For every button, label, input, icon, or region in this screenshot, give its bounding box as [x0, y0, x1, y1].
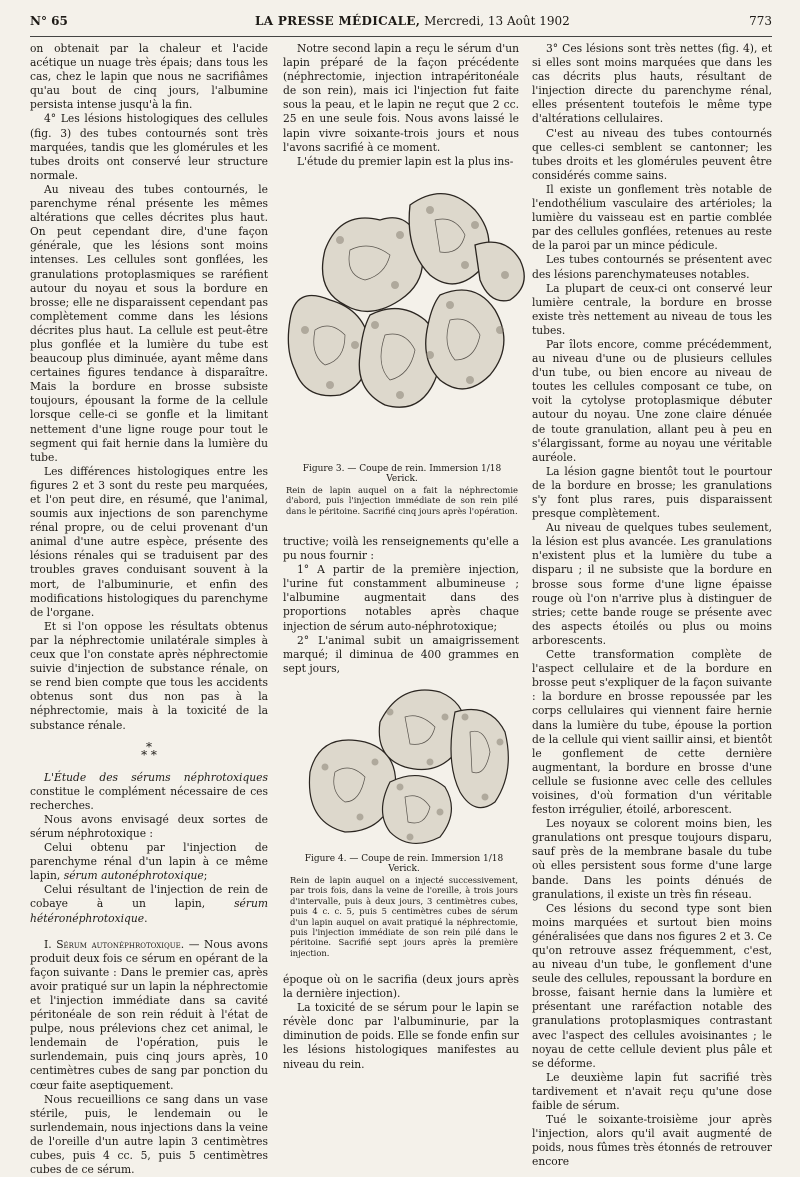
paragraph: Le deuxième lapin fut sacrifié très tardivement et n'avait reçu qu'une dose faible de sérum. [532, 1070, 772, 1113]
section-separator: * * * [141, 739, 157, 762]
paragraph [30, 841, 268, 883]
paragraph: Au niveau de quelques tubes seulement, la lésion est plus avancée. Les granulations n'existent plus et la lumière du tube a disparu ; il ne subsiste que la bordure en brosse sous forme d'une ligne épaisse rouge où l'on n'arrive plus à distinguer de stries; cette bande rouge se présente avec des aspects étoilés ou plus ou moins arborescents. [532, 521, 772, 647]
figure-4-caption-text: Rein de lapin auquel on a injecté successivement, par trois fois, dans la veine de l'oreille, à trois jours d'intervalle, puis à deux jours, 3 centimètres cubes, puis 4 c. c. 5, puis 5 centimètres cubes de sérum d'un lapin auquel on avait pratiqué la néphrectomie, puis l'injection immédiate de son rein pilé dans le péritoine. Sacrifié sept jours après la première injection. [290, 875, 518, 958]
figure-3-caption [286, 464, 518, 516]
paragraph [30, 771, 268, 813]
paragraph: Cette transformation complète de l'aspect cellulaire et de la bordure en brosse peut s'expliquer de la façon suivante : la bordure en brosse repoussée par les corps cellulaires qui viennent faire hernie dans la lumière du tube, épouse la portion de la cellule qui vient saillir ainsi, et bientôt le gonflement de cette dernière augmentant, la bordure en brosse d'une cellule se fusionne avec celle des cellules voisines, d'où formation d'un véritable feston irrégulier, étoilé, arborescent. [532, 648, 772, 817]
figure-3-title: Figure 3. — Coupe de rein. Immersion 1/18 Verick. [302, 464, 502, 484]
figure-4-title: Figure 4. — Coupe de rein. Immersion 1/18 Verick. [304, 854, 504, 874]
paragraph: Au niveau des tubes contournés, le parenchyme rénal présente les mêmes altérations que celles décrites plus haut. On peut cependant dire, d'une façon générale, que les lésions sont moins intenses. Les cellules sont gonflées, les granulations protoplasmiques se raréfient autour du noyau et sous la bordure en brosse; elle ne disparaissent cependant pas complètement comme dans les lésions décrites plus haut. La cellule est peut-être plus gonflée et la lumière du tube est beaucoup plus diminuée, ayant même dans certaines figures tendance à disparaître. Mais la bordure en brosse subsiste toujours, épousant la forme de la cellule lorsque celle-ci se gonfle et la limitant nettement d'une ligne rouge pour tout le segment qui fait hernie dans la lumière du tube. [30, 182, 268, 464]
figure-4-caption [290, 854, 518, 958]
column-2-middle [283, 535, 519, 676]
journal-name: LA PRESSE MÉDICALE, [255, 14, 421, 28]
paragraph: 2° L'animal subit un amaigrissement marqué; il diminua de 400 grammes en sept jours, [283, 633, 519, 675]
page-number: 773 [749, 14, 772, 28]
text: . [144, 911, 148, 925]
paragraph: Il existe un gonflement très notable de l'endothélium vasculaire des artérioles; la lumière du vaisseau est en partie comblée par des cellules gonflées, retenues au reste de la paroi par un mince pédicule. [532, 182, 772, 253]
paragraph [30, 938, 268, 1093]
paragraph: La toxicité de se sérum pour le lapin se révèle donc par l'albuminurie, par la diminution de poids. Elle se fonde enfin sur les lésions histologiques manifestes au niveau du rein. [283, 1001, 519, 1071]
paragraph: Les noyaux se colorent moins bien, les granulations ont presque toujours disparu, sauf près de la membrane basale du tube où elles persistent sous forme d'une large bande. Dans les points dénués de granulations, il existe un très fin réseau. [532, 817, 772, 901]
journal-title [255, 14, 570, 28]
paragraph: Ces lésions du second type sont bien moins marquées et surtout bien moins généralisées que dans nos figures 2 et 3. Ce qu'on retrouve assez fréquemment, c'est, au niveau d'un tube, le gonflement d'une seule des cellules, repoussant la bordure en brosse, faisant hernie dans la lumière et présentant une raréfaction notable des granulations protoplasmiques contrastant avec l'aspect des cellules avoisinantes ; le noyau de cette cellule devient plus pâle et se déforme. [532, 901, 772, 1070]
section-heading: I. Sérum autonéphrotoxique. [44, 937, 185, 951]
page-header [30, 14, 772, 34]
paragraph: Nous recueillions ce sang dans un vase stérile, puis, le lendemain ou le surlendemain, nous injections dans la veine de l'oreille d'un autre lapin 3 centimètres cubes, puis 4 cc. 5, puis 5 centimètres cubes de ce sérum. [30, 1092, 268, 1177]
paragraph: Tué le soixante-troisième jour après l'injection, alors qu'il avait augmenté de poids, nous fûmes très étonnés de retrouver encore [532, 1113, 772, 1169]
issue-number: N° 65 [30, 14, 68, 28]
text: Celui résultant de l'injection de rein de cobaye à un lapin, [30, 883, 268, 911]
paragraph: époque où on le sacrifia (deux jours après la dernière injection). [283, 973, 519, 1001]
column-2 [283, 42, 519, 169]
paragraph: Les tubes contournés se présentent avec des lésions parenchymateuses notables. [532, 253, 772, 281]
paragraph: L'étude du premier lapin est la plus ins- [297, 154, 514, 168]
paragraph: 3° Ces lésions sont très nettes (fig. 4), et si elles sont moins marquées que dans les cas décrits plus hauts, résultant de l'injection directe du parenchyme rénal, elles présentent toutefois le même type d'altérations cellulaires. [532, 42, 772, 126]
text: Celui obtenu par l'injection de parenchyme rénal d'un lapin à ce même lapin, [30, 841, 268, 883]
paragraph: Les différences histologiques entre les figures 2 et 3 sont du reste peu marquées, et l'on peut dire, en résumé, que l'animal, soumis aux injections de son parenchyme rénal propre, ou de celui provenant d'un animal d'une autre espèce, présente des lésions rénales qui se traduisent par des troubles graves conduisant souvent à la mort, de l'albuminurie, et enfin des modifications histologiques du parenchyme de l'organe. [30, 464, 268, 619]
paragraph: C'est au niveau des tubes contournés que celles-ci semblent se cantonner; les tubes droits et les glomérules peuvent être considérés comme sains. [532, 126, 772, 182]
paragraph: La lésion gagne bientôt tout le pourtour de la bordure en brosse; les granulations s'y font plus rares, puis disparaissent presque complètement. [532, 464, 772, 521]
paragraph: Par îlots encore, comme précédemment, au niveau d'une ou de plusieurs cellules d'un tube, ou bien encore au niveau de toutes les cellules composant ce tube, on voit la cytolyse protoplasmique débuter autour du noyau. Une zone claire dénuée de toute granulation, allant peu à peu en s'élargissant, forme au noyau une véritable auréole. [532, 337, 772, 464]
paragraph: on obtenait par la chaleur et l'acide acétique un nuage très épais; dans tous les cas, chez le lapin que nous ne sacrifiâmes qu'au bout de cinq jours, l'albumine persista intense jusqu'à la fin. [30, 42, 268, 112]
paragraph: 4° Les lésions histologiques des cellules (fig. 3) des tubes contournés sont très marquées, tandis que les glomérules et les tubes droits ont conservé leur structure normale. [30, 112, 268, 182]
figure-3 [270, 180, 532, 516]
column-3 [532, 42, 772, 1170]
kidney-section-illustration [270, 180, 532, 462]
paragraph: La plupart de ceux-ci ont conservé leur lumière centrale, la bordure en brosse existe très nettement au niveau de tous les tubes. [532, 281, 772, 337]
column-1 [30, 42, 268, 1177]
paragraph [30, 883, 268, 925]
emphasis: L'Étude des sérums néphrotoxiques [44, 770, 268, 784]
paragraph: Notre second lapin a reçu le sérum d'un lapin préparé de la façon précédente (néphrectomie, injection intrapéritonéale de son rein), mais ici l'injection fut faite sous la peau, et le lapin ne reçut que 2 cc. 25 en une seule fois. Nous avons laissé le lapin vivre soixante-trois jours et nous l'avons sacrifié à ce moment. [283, 42, 519, 154]
figure-4 [290, 672, 518, 958]
column-2-bottom [283, 973, 519, 1072]
text: constitue le complément nécessaire de ces recherches. [30, 784, 268, 812]
paragraph: Nous avons envisagé deux sortes de sérum néphrotoxique : [30, 812, 268, 840]
paragraph: tructive; voilà les renseignements qu'elle a pu nous fournir : [283, 535, 519, 563]
paragraph: 1° A partir de la première injection, l'urine fut constamment albumineuse ; l'albumine augmentait dans des proportions notables après chaque injection de sérum auto-néphrotoxique; [283, 563, 519, 633]
figure-3-caption-text: Rein de lapin auquel on a fait la néphrectomie d'abord, puis l'injection immédiate de son rein pilé dans le péritoine. Sacrifié cinq jours après l'opération. [286, 485, 518, 516]
emphasis: sérum hétéronéphrotoxique [30, 897, 268, 925]
paragraph: Et si l'on oppose les résultats obtenus par la néphrectomie unilatérale simples à ceux que l'on constate après néphrectomie suivie d'injection de substance rénale, on se rend bien compte que tous les accidents obtenus sont dus non pas à la néphrectomie, mais à la toxicité de la substance rénale. [30, 619, 268, 732]
issue-date: Mercredi, 13 Août 1902 [424, 14, 570, 28]
kidney-section-illustration-2 [290, 672, 518, 852]
text: — Nous avons produit deux fois ce sérum en opérant de la façon suivante : Dans le premier cas, après avoir pratiqué sur un lapin la néphrectomie et l'injection immédiate dans sa cavité péritonéale de son rein réduit à l'état de pulpe, nous prélevions chez cet animal, le lendemain de l'opération, puis le surlendemain, puis cinq jours après, 10 centimètres cubes de sang par ponction du cœur faite aseptiquement. [30, 937, 268, 1092]
emphasis: sérum autonéphrotoxique [63, 869, 204, 883]
header-rule [30, 36, 772, 37]
text: ; [203, 869, 208, 883]
